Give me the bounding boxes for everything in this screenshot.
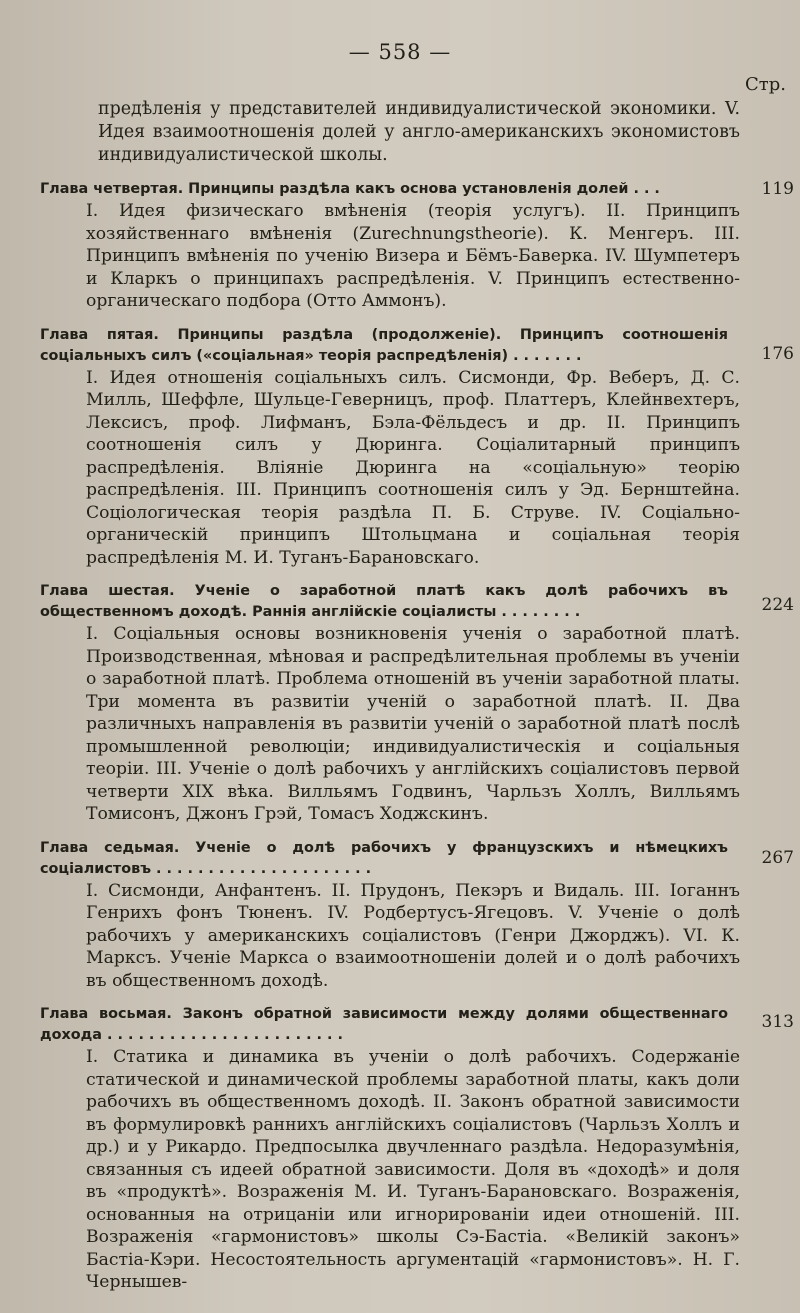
chapter-summary: I. Сисмонди, Анфантенъ. II. Прудонъ, Пекэръ и Видаль. III. Іоганнъ Генрихъ фонъ Тюненъ. IV. Родбертусъ-Ягецовъ. V. Ученіе о долѣ рабочихъ у американскихъ соціалистовъ (Генри Джорджъ). VI. К. Марксъ. Ученіе Маркса о взаимоотношеніи долей и о долѣ рабочихъ въ общественномъ доходѣ. [86,880,740,991]
continuation-text: предѣленія у представителей индивидуалистической экономики. V. Идея взаимоотношенія долей у англо-американскихъ экономистовъ индивидуалистической школы. [98,99,740,165]
chapter-summary: I. Идея физическаго вмѣненія (теорія услугъ). II. Принципъ хозяйственнаго вмѣненія (Zurechnungstheorie). К. Менгеръ. III. Принципъ вмѣненія по ученію Визера и Бёмъ-Баверка. IV. Шумпетеръ и Кларкъ о принципахъ распредѣленія. V. Принципъ естественно-органическаго подбора (Отто Аммонъ). [86,201,740,311]
chapter-title: Глава пятая. Принципы раздѣла (продолженіе). Принципъ соотношенія соціальныхъ силъ («соціальная» теорія распредѣленія) . . . . . . . [40,326,728,364]
chapter-entry [40,838,794,993]
chapter-entry [40,1004,794,1294]
chapter-summary: I. Статика и динамика въ ученіи о долѣ рабочихъ. Содержаніе статической и динамической проблемы заработной платы, какъ доли рабочихъ въ общественномъ доходѣ. II. Законъ обратной зависимости въ формулировкѣ раннихъ англійскихъ соціалистовъ (Чарльзъ Холлъ и др.) и у Рикардо. Предпосылка двучленнаго раздѣла. Недоразумѣнія, связанныя съ идеей обратной зависимости. Доля въ «доходѣ» и доля въ «продуктѣ». Возраженія М. И. Туганъ-Барановскаго. Возраженія, основанныя на отрицаніи или игнорированіи идеи отношеній. III. Возраженія «гармонистовъ» школы Сэ-Бастіа. «Великій законъ» Бастіа-Кэри. Несостоятельность аргументацій «гармонистовъ». Н. Г. Чернышев- [86,1047,740,1292]
chapter-entry [40,325,794,570]
chapter-title: Глава седьмая. Ученіе о долѣ рабочихъ у французскихъ и нѣмецкихъ соціалистовъ . . . . . . . . . . . . . . . . . . . . . [40,839,728,877]
chapter-summary: I. Идея отношенія соціальныхъ силъ. Сисмонди, Фр. Веберъ, Д. С. Милль, Шеффле, Шульце-Геверницъ, проф. Платтеръ, Клейнвехтеръ, Лексисъ, проф. Лифманъ, Бэла-Фёльдесъ и др. II. Принципъ соотношенія силъ у Дюринга. Соціалитарный принципъ распредѣленія. Вліяніе Дюринга на «соціальную» теорію распредѣленія. III. Принципъ соотношенія силъ у Эд. Бернштейна. Соціологическая теорія раздѣла П. Б. Струве. IV. Соціально-органическій принципъ Штольцмана и соціальная теорія распредѣленія М. И. Туганъ-Барановскаго. [86,367,740,568]
chapter-page-number: 119 [761,179,794,199]
chapter-title: Глава восьмая. Законъ обратной зависимости между долями общественнаго дохода . . . . . . . . . . . . . . . . . . . . . . . [40,1006,728,1043]
chapter-page-number: 176 [761,343,794,364]
chapter-entry [40,581,794,826]
table-of-contents [40,98,794,1294]
chapter-page-number: 267 [761,847,794,868]
chapter-page-number: 313 [761,1012,794,1032]
chapter-title: Глава шестая. Ученіе о заработной платѣ какъ долѣ рабочихъ въ общественномъ доходѣ. Раннія англійскіе соціалисты . . . . . . . . [40,583,728,620]
chapter-entry [40,179,794,313]
chapter-summary: I. Соціальныя основы возникновенія ученія о заработной платѣ. Производственная, мѣновая и распредѣлительная проблемы въ ученіи о заработной платѣ. Проблема отношеній въ ученіи заработной платы. Три момента въ развитіи ученій о заработной платѣ. II. Два различныхъ направленія въ развитіи ученій о заработной платѣ послѣ промышленной революціи; индивидуалистическія и соціальныя теоріи. III. Ученіе о долѣ рабочихъ у англійскихъ соціалистовъ первой четверти XIX вѣка. Вилльямъ Годвинъ, Чарльзъ Холлъ, Вилльямъ Томисонъ, Джонъ Грэй, Томасъ Ходжскинъ. [86,624,740,824]
chapter-title: Глава четвертая. Принципы раздѣла какъ основа установленія долей . . . [40,181,660,197]
page-number: — 558 — [348,40,452,64]
chapter-page-number: 224 [761,595,794,615]
page-column-header: Стр. [745,74,786,95]
